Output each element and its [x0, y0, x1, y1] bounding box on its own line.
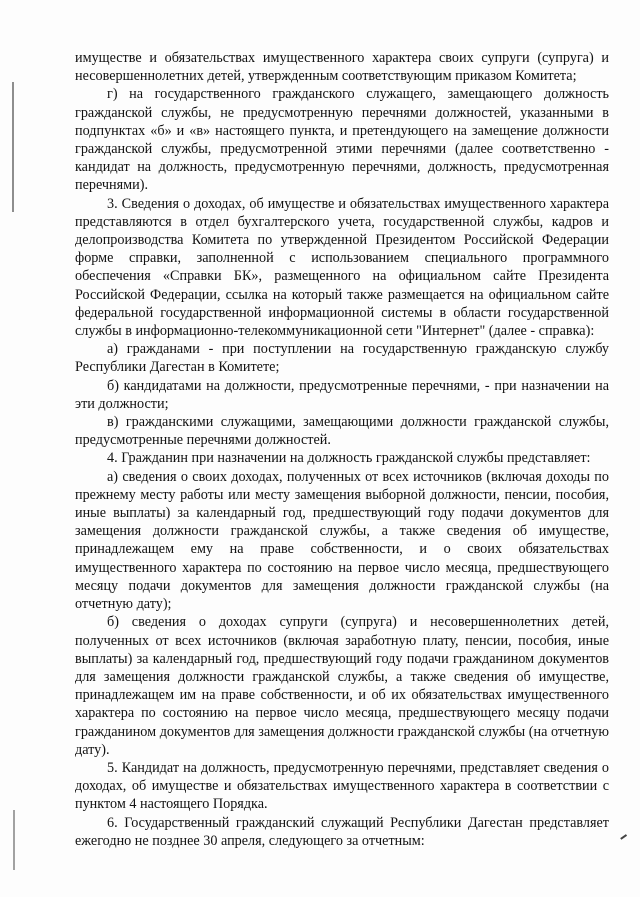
- scan-margin-mark: [13, 810, 15, 870]
- paragraph-item-3: 3. Сведения о доходах, об имуществе и обязательствах имущественного характера представляются в отдел бухгалтерского учета, государственной службы, кадров и делопроизводства Комитета по утвержденной Президентом Российской Федерации форме справки, заполненной с использованием специального программного обеспечения «Справки БК», размещенного на официальном сайте Президента Российской Федерации, ссылка на который также размещается на официальном сайте федеральной государственной информационной системы в области государственной службы в информационно-телекоммуникационной сети "Интернет" (далее - справка):: [75, 195, 609, 340]
- paragraph-continuation: имуществе и обязательствах имущественного характера своих супруги (супруга) и несовершеннолетних детей, утвержденным соответствующим приказом Комитета;: [75, 50, 609, 85]
- paragraph-item-5: 5. Кандидат на должность, предусмотренную перечнями, представляет сведения о доходах, об имуществе и обязательствах имущественного характера в соответствии с пунктом 4 настоящего Порядка.: [75, 759, 609, 813]
- paragraph-item-6: 6. Государственный гражданский служащий Республики Дагестан представляет ежегодно не позднее 30 апреля, следующего за отчетным:: [75, 814, 609, 849]
- paragraph-item-4b: б) сведения о доходах супруги (супруга) и несовершеннолетних детей, полученных от всех источников (включая заработную плату, пенсии, пособия, иные выплаты) за календарный год, предшествующий году подачи гражданином документов для замещения должности гражданской службы, а также сведения об имуществе, принадлежащем им на праве собственности, и об их обязательствах имущественного характера по состоянию на первое число месяца, предшествующего месяцу подачи гражданином документов для замещения должности гражданской службы (на отчетную дату).: [75, 614, 609, 758]
- document-body: [75, 49, 609, 850]
- paragraph-item-3b: б) кандидатами на должности, предусмотренные перечнями, - при назначении на эти должности;: [75, 377, 609, 412]
- scan-margin-mark: [12, 82, 14, 212]
- paragraph-subitem-g: г) на государственного гражданского служащего, замещающего должность гражданской службы, не предусмотренную перечнями должностей, указанными в подпунктах «б» и «в» настоящего пункта, и претендующего на замещение должности гражданской службы, предусмотренной этими перечнями (далее соответственно - кандидат на должность, предусмотренную перечнями, должность, предусмотренная перечнями).: [75, 86, 609, 194]
- paragraph-item-4a: а) сведения о своих доходах, полученных от всех источников (включая доходы по прежнему месту работы или месту замещения выборной должности, пенсии, пособия, иные выплаты) за календарный год, предшествующий году подачи документов для замещения должности гражданской службы, а также сведения об имуществе, принадлежащем ему на праве собственности, и о своих обязательствах имущественного характера по состоянию на первое число месяца, предшествующего месяцу подачи документов для замещения должности гражданской службы (на отчетную дату);: [75, 468, 609, 613]
- paragraph-item-3v: в) гражданскими служащими, замещающими должности гражданской службы, предусмотренные перечнями должностей.: [75, 414, 609, 449]
- scan-corner-mark: [620, 833, 626, 839]
- paragraph-item-3a: а) гражданами - при поступлении на государственную гражданскую службу Республики Дагестан в Комитете;: [75, 341, 609, 376]
- paragraph-item-4: 4. Гражданин при назначении на должность гражданской службы представляет:: [107, 450, 591, 467]
